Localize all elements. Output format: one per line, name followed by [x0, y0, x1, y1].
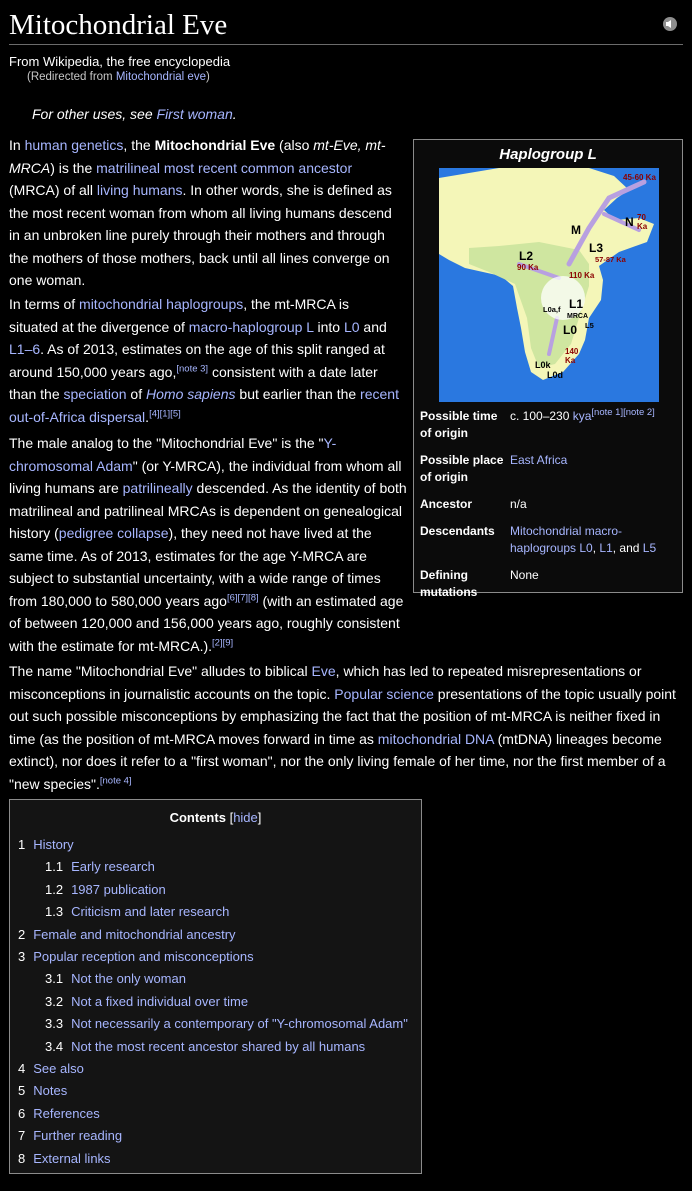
infobox-label: Defining mutations	[420, 568, 478, 599]
link-l1-6[interactable]: L1–6	[9, 341, 41, 357]
toc-number: 8	[18, 1150, 26, 1166]
tagline: From Wikipedia, the free encyclopedia	[9, 54, 231, 69]
toc-item[interactable]	[18, 856, 408, 878]
hatnote	[32, 106, 237, 122]
map-label-110: 110 Ka	[569, 271, 595, 280]
toc-item[interactable]	[18, 834, 408, 856]
link-speciation[interactable]: speciation	[63, 386, 127, 402]
map-label-l3: L3	[589, 241, 604, 255]
toc-number: 6	[18, 1105, 26, 1121]
toc-link[interactable]: Not the only woman	[71, 971, 186, 987]
infobox-label: Descendants	[420, 524, 495, 538]
link-l0[interactable]: L0	[343, 318, 360, 335]
toc-item[interactable]	[18, 1013, 408, 1035]
map-label-ka: Ka	[637, 222, 648, 231]
cite-note-4[interactable]: [note 4]	[99, 774, 132, 786]
cite-refs-4-1-5[interactable]: [4][1][5]	[149, 407, 181, 419]
toc-number: 4	[18, 1061, 26, 1077]
redirect-suffix: )	[205, 71, 210, 83]
toc-number: 3.3	[45, 1016, 64, 1032]
toc-link[interactable]: Popular reception and misconceptions	[33, 949, 254, 965]
link-eve[interactable]: Eve	[311, 663, 336, 679]
redirect-link[interactable]: Mitochondrial eve	[115, 71, 206, 83]
bold-term: Mitochondrial Eve	[154, 137, 276, 153]
paragraph-name: The name "Mitochondrial Eve" alludes to biblical Eve, which has led to repeated misrepresentations or misconceptions in journalistic accounts on the topic. Popular science presentations of the topic usually point out such possible misconceptions by emphasizing the fact that the position of mt-MRCA is neither fixed in time (as the position of mt-MRCA moves forward in time as mitochondrial DNA (mtDNA) lineages become extinct), nor does it refer to a "first woman", nor the only living female of her time, nor the first member of a "new species".[note 4]	[9, 663, 676, 792]
cite-refs-2-9[interactable]: [2][9]	[212, 636, 234, 648]
link-east-africa[interactable]: East Africa	[510, 453, 568, 467]
hatnote-text: For other uses, see	[32, 106, 157, 122]
toc-item[interactable]	[18, 924, 408, 946]
map-label-l2: L2	[519, 249, 534, 263]
toc-item[interactable]	[18, 901, 408, 923]
infobox-row-descendants	[420, 523, 678, 557]
link-patrilineally[interactable]: patrilineally	[122, 480, 193, 496]
toc-number: 2	[18, 926, 26, 942]
map-label-l0k: L0k	[535, 360, 551, 370]
toc-link[interactable]: Early research	[71, 859, 155, 875]
infobox-row-ancestor	[420, 496, 678, 513]
infobox-title: Haplogroup L	[499, 146, 597, 163]
infobox-label: Possible time of origin	[420, 409, 498, 440]
hatnote-link[interactable]: First woman	[156, 106, 233, 122]
infobox-value: Mitochondrial macro-haplogroups L0, L1, and L5	[510, 524, 657, 555]
link-mito-haplogroups[interactable]: mitochondrial haplogroups	[79, 296, 244, 312]
map-label-l1: L1	[569, 297, 584, 311]
cite-note-1-2[interactable]: [note 1][note 2]	[591, 407, 655, 418]
infobox-value	[510, 452, 678, 486]
toc-item[interactable]	[18, 1036, 408, 1058]
redirect-prefix: (Redirected from	[27, 71, 116, 83]
map-label-45-60: 45-60 Ka	[623, 173, 656, 182]
toc-number: 3.2	[45, 993, 64, 1009]
toc-link[interactable]: Not a fixed individual over time	[71, 993, 249, 1009]
map-label-l5: L5	[585, 321, 594, 330]
speaker-icon[interactable]	[662, 16, 678, 32]
infobox-row-place	[420, 452, 678, 486]
toc-link[interactable]: Notes	[33, 1083, 68, 1099]
toc-number: 1	[18, 837, 26, 852]
map-label-l0af: L0a,f	[543, 305, 561, 314]
infobox-value: n/a	[510, 497, 527, 511]
link-mito-dna[interactable]: mitochondrial DNA	[377, 730, 494, 747]
toc-item[interactable]	[18, 1080, 408, 1102]
map-label-mrca: MRCA	[567, 313, 588, 320]
toc-item[interactable]	[18, 991, 408, 1013]
title-divider	[9, 44, 683, 45]
toc-link[interactable]: Female and mitochondrial ancestry	[33, 926, 236, 942]
toc-link[interactable]: Not the most recent ancestor shared by all humans	[71, 1038, 366, 1054]
link-y-adam[interactable]: Y-chromosomal Adam	[9, 435, 337, 474]
infobox-rows	[420, 408, 678, 611]
toc-number: 5	[18, 1083, 26, 1099]
map-label-l0d: L0d	[547, 370, 564, 380]
link-out-of-africa[interactable]: recent out-of-Africa dispersal	[9, 386, 399, 425]
italic-term: mt-Eve, mt-MRCA	[9, 137, 386, 176]
map-label-l0: L0	[563, 323, 578, 337]
infobox	[413, 139, 683, 599]
link-homo-sapiens[interactable]: Homo sapiens	[146, 386, 236, 402]
haplogroup-map[interactable]	[439, 168, 659, 402]
map-label-90: 90 Ka	[517, 263, 539, 272]
map-label-140-ka: Ka	[565, 356, 576, 365]
infobox-value: c. 100–230 kya[note 1][note 2]	[510, 407, 655, 423]
toc-link[interactable]: 1987 publication	[71, 881, 166, 897]
cite-note-3[interactable]: [note 3]	[176, 362, 209, 374]
toc-item[interactable]	[18, 946, 408, 968]
toc-link[interactable]: Criticism and later research	[71, 904, 230, 920]
link-kya[interactable]: kya	[572, 409, 592, 423]
paragraph-intro: In human genetics, the Mitochondrial Eve (also mt-Eve, mt-MRCA) is the matrilineal most recent common ancestor (MRCA) of all living humans. In other words, she is defined as the most recent woman from whom all living humans descend in an unbroken line purely through their mothers and through the mothers of those mothers, back until all lines converge on one woman.	[9, 137, 392, 288]
link-macro-l0[interactable]: Mitochondrial macro-haplogroups L0	[510, 524, 623, 555]
toc-item[interactable]	[18, 1058, 408, 1080]
paragraph-y-adam: The male analog to the "Mitochondrial Eve" is the "Y-chromosomal Adam" (or Y-MRCA), the individual from whom all living humans are patrilineally descended. As the identity of both matrilineal and patrilineal MRCAs is dependent on genealogical history (pedigree collapse), they need not have lived at the same time. As of 2013, estimates for the age Y-MRCA are subject to substantial uncertainty, with a wide range of times from 180,000 to 580,000 years ago[6][7][8] (with an estimated age of between 120,000 and 156,000 years ago, roughly consistent with the estimate for mt-MRCA.).[2][9]	[9, 435, 407, 654]
redirect-note	[27, 71, 210, 83]
map-label-n: N	[625, 215, 634, 229]
map-label-57-87: 57-87 Ka	[595, 255, 626, 264]
link-living-humans[interactable]: living humans	[96, 182, 183, 198]
toc-hide-toggle[interactable]: hide	[233, 810, 258, 825]
link-popular-science[interactable]: Popular science	[334, 685, 434, 702]
toc-item[interactable]	[18, 879, 408, 901]
toc-item[interactable]	[18, 968, 408, 990]
table-of-contents	[9, 799, 422, 1174]
map-label-m: M	[571, 223, 581, 237]
toc-item[interactable]	[18, 1103, 408, 1125]
paragraph-haplogroups: In terms of mitochondrial haplogroups, the mt-MRCA is situated at the divergence of macro-haplogroup L into L0 and L1–6. As of 2013, estimates on the age of this split ranged at around 150,000 years ago,[note 3] consistent with a date later than the speciation of Homo sapiens but earlier than the recent out-of-Africa dispersal.[4][1][5]	[9, 296, 399, 425]
toc-link[interactable]: See also	[33, 1061, 84, 1077]
page-title: Mitochondrial Eve	[9, 9, 228, 41]
link-mrca[interactable]: matrilineal most recent common ancestor	[96, 159, 353, 176]
toc-title: Contents	[169, 810, 226, 825]
toc-link[interactable]: References	[33, 1105, 100, 1121]
map-label-70: 70	[637, 213, 646, 222]
toc-link[interactable]: Not necessarily a contemporary of "Y-chromosomal Adam"	[71, 1016, 408, 1032]
infobox-row-mutations	[420, 567, 678, 601]
toc-header: Contents [hide]	[169, 810, 262, 825]
hatnote-suffix: .	[232, 106, 237, 122]
toc-number: 7	[18, 1128, 26, 1144]
toc-number: 3.1	[45, 971, 64, 987]
link-pedigree-collapse[interactable]: pedigree collapse	[58, 525, 169, 541]
infobox-row-time	[420, 408, 678, 442]
map-label-140: 140	[565, 347, 579, 356]
infobox-label: Ancestor	[420, 497, 473, 511]
toc-link[interactable]: External links	[33, 1150, 111, 1166]
link-l5[interactable]: L5	[642, 541, 657, 555]
toc-number: 3	[18, 949, 26, 965]
toc-number: 1.3	[45, 904, 64, 920]
link-l1[interactable]: L1	[599, 541, 613, 555]
toc-item[interactable]	[18, 1125, 408, 1147]
link-macro-haplogroup-l[interactable]: macro-haplogroup L	[188, 318, 314, 335]
toc-list	[18, 834, 408, 1170]
toc-link[interactable]: History	[33, 837, 74, 852]
infobox-value: None	[510, 568, 539, 582]
toc-number: 1.1	[45, 859, 64, 875]
toc-number: 3.4	[45, 1038, 64, 1054]
toc-item[interactable]	[18, 1148, 408, 1170]
toc-number: 1.2	[45, 881, 64, 897]
link-human-genetics[interactable]: human genetics	[24, 137, 124, 153]
cite-refs-6-7-8[interactable]: [6][7][8]	[226, 591, 259, 603]
infobox-label: Possible place of origin	[420, 453, 504, 484]
toc-link[interactable]: Further reading	[33, 1128, 123, 1144]
